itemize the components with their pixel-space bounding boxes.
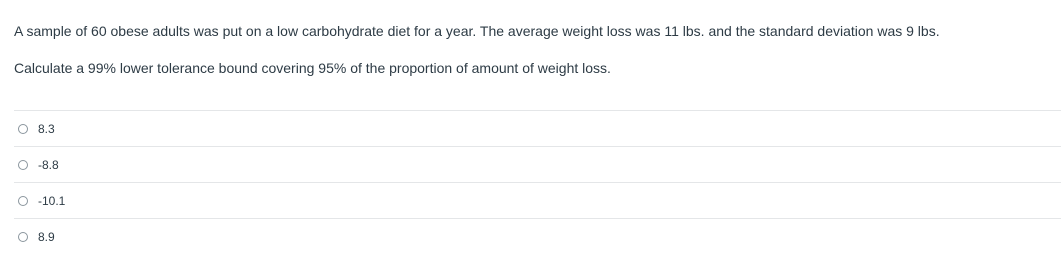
radio-button[interactable] [18, 232, 28, 242]
answer-option-1[interactable] [14, 111, 1061, 147]
radio-button[interactable] [18, 196, 28, 206]
answer-label: -10.1 [38, 193, 66, 208]
answer-label: 8.3 [38, 121, 55, 136]
answer-option-4[interactable] [14, 219, 1061, 254]
radio-button[interactable] [18, 160, 28, 170]
answer-label: -8.8 [38, 157, 59, 172]
answer-option-2[interactable] [14, 147, 1061, 183]
question-paragraph-1: A sample of 60 obese adults was put on a low carbohydrate diet for a year. The average weight loss was 11 lbs. and the standard deviation was 9 lbs. [14, 23, 940, 39]
question-text [14, 21, 1054, 78]
answer-list [14, 110, 1061, 254]
question-paragraph-2: Calculate a 99% lower tolerance bound covering 95% of the proportion of amount of weight loss. [14, 60, 611, 76]
radio-button[interactable] [18, 124, 28, 134]
answer-label: 8.9 [38, 229, 55, 244]
answer-option-3[interactable] [14, 183, 1061, 219]
